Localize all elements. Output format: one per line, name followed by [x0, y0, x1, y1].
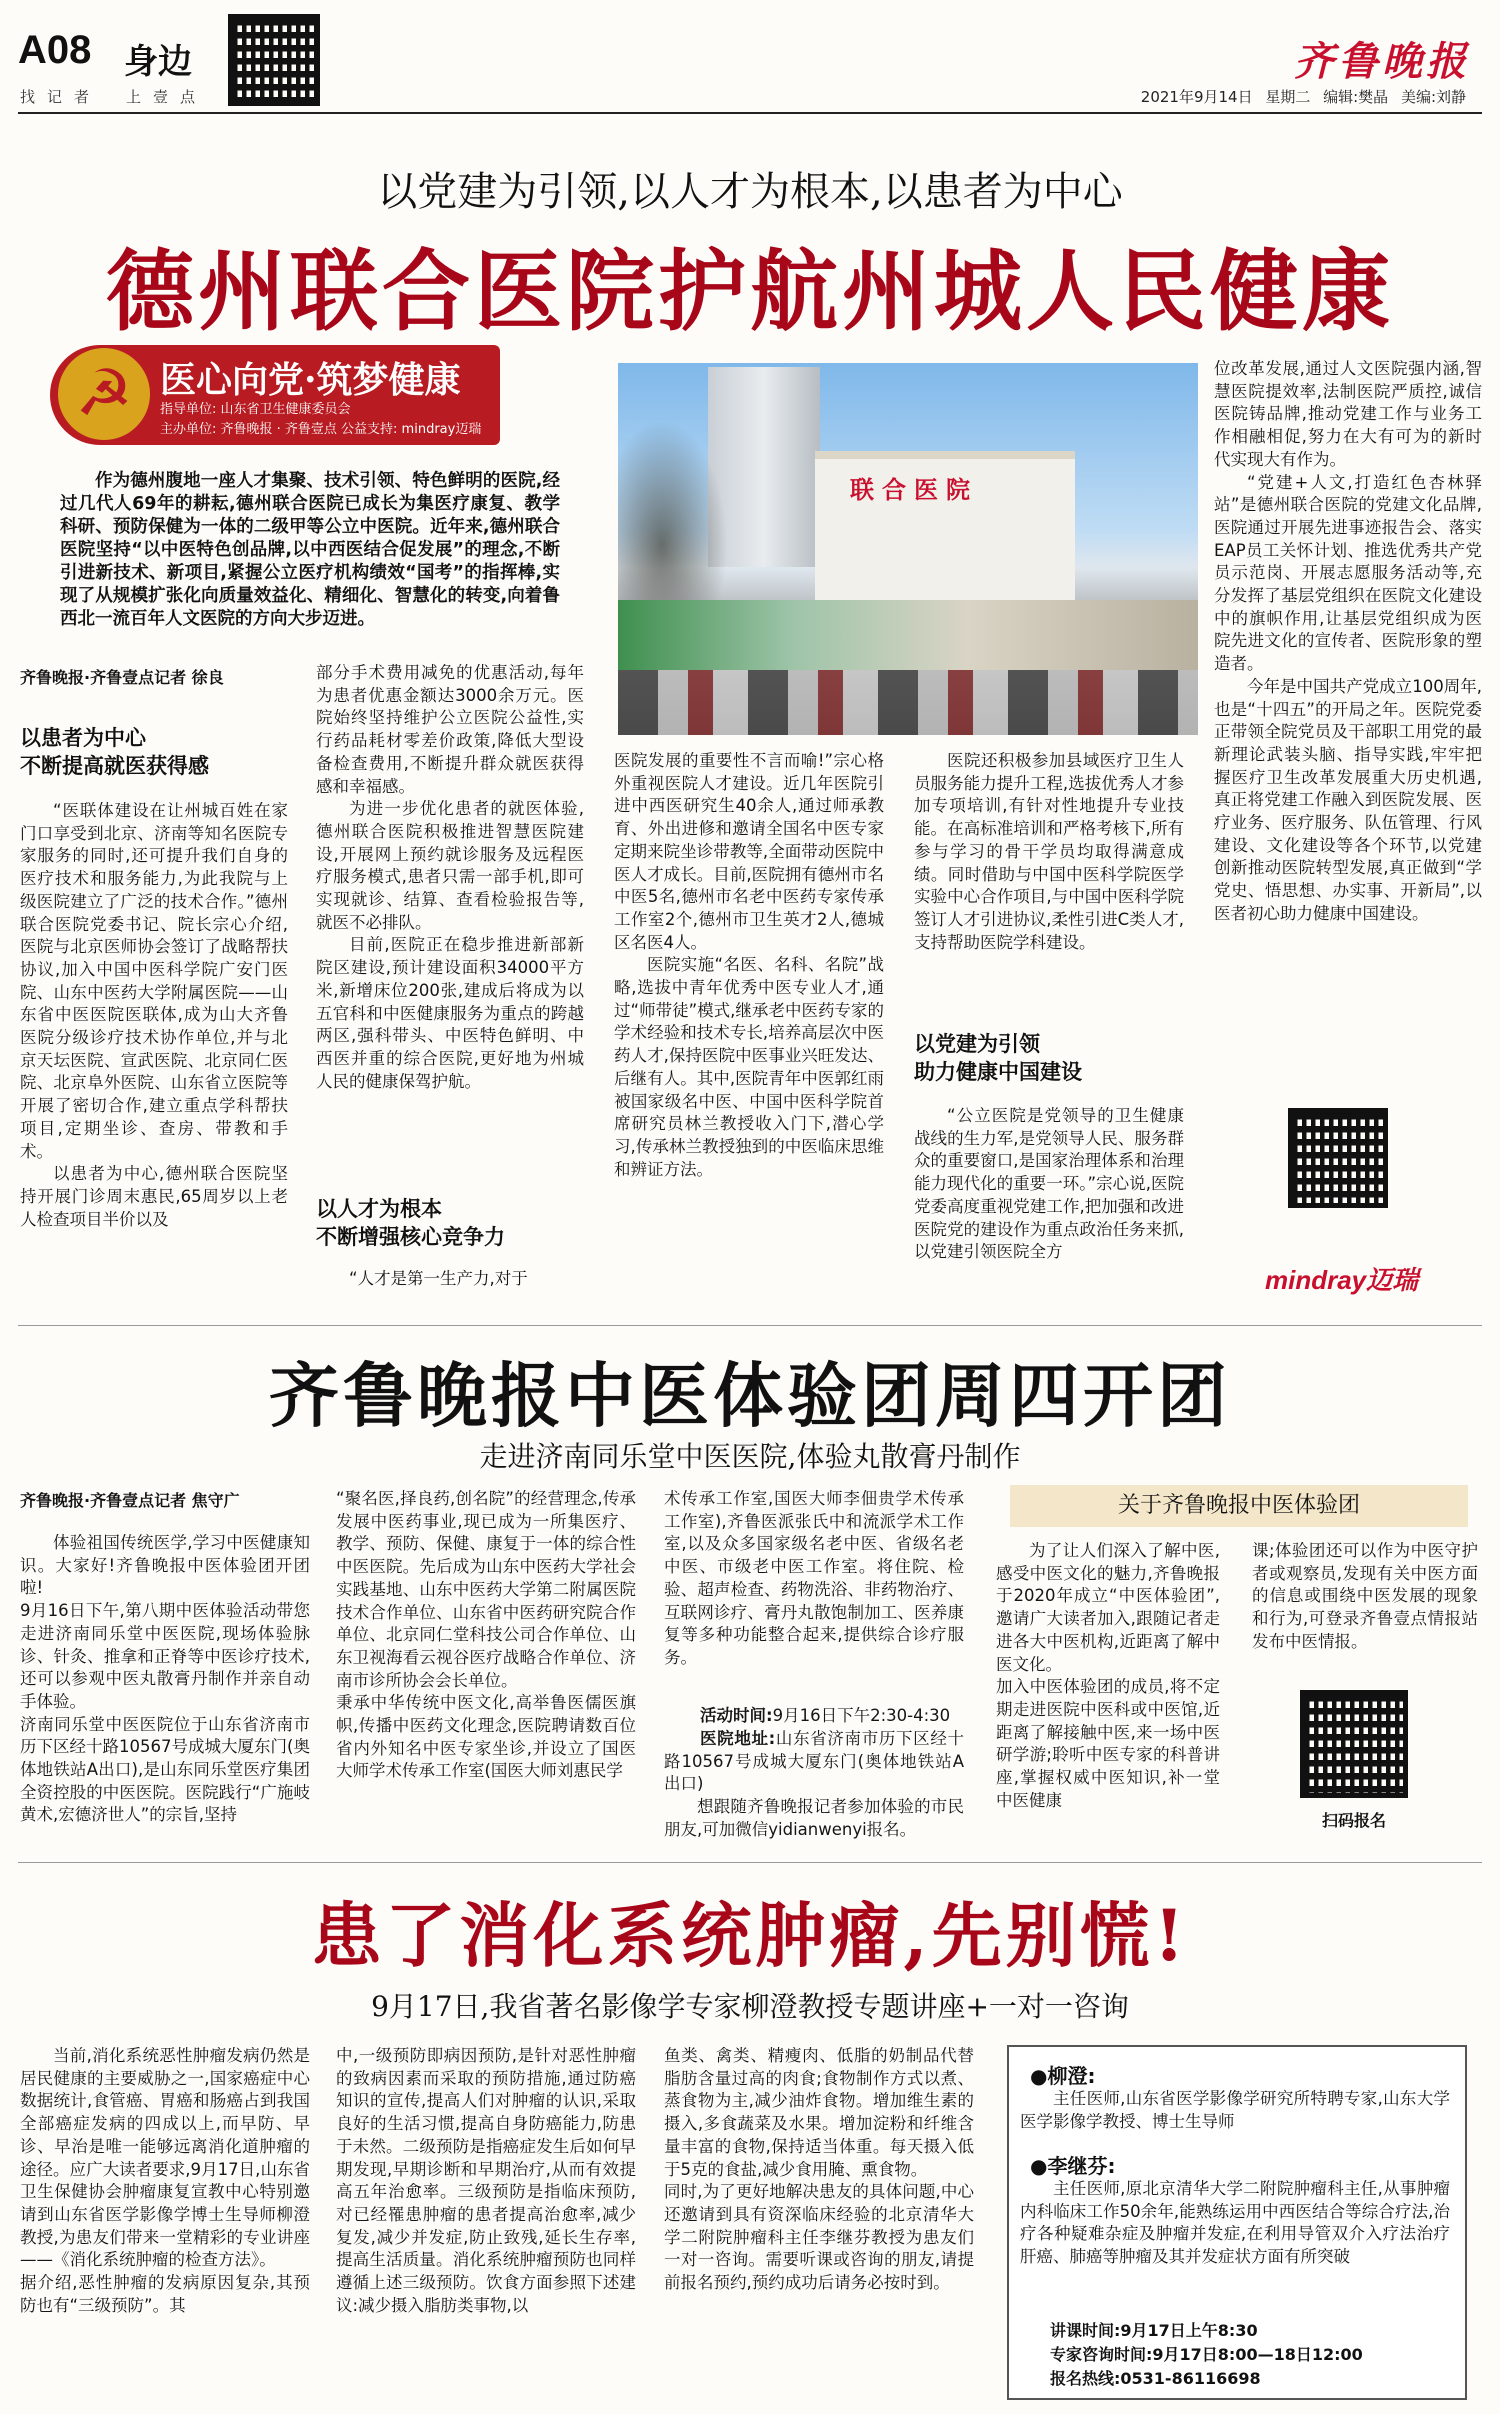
paragraph: 医院发展的重要性不言而喻!”宗心格外重视医院人才建设。近几年医院引进中西医研究生40余人,通过师承教育、外出进修和邀请全国名中医专家定期来院坐诊带教等,全面带动医院中医人才成长。目前,医院拥有德州市名中医5名,德州市名老中医药专家传承工作室2个,德州市卫生英才2人,德城区名医4人。 [614, 751, 884, 952]
masthead-rule [18, 112, 1482, 114]
article1-lead: 作为德州腹地一座人才集聚、技术引领、特色鲜明的医院,经过几代人69年的耕耘,德州联合医院已成长为集医疗康复、教学科研、预防保健为一体的二级甲等公立中医院。近年来,德州联合医院坚持“以中医特色创品牌,以中西医结合促发展”的理念,不断引进新技术、新项目,紧握公立医疗机构绩效“国考”的指挥棒,实现了从规模扩张化向质量效益化、精细化、智慧化的转变,向着鲁西北一流百年人文医院的方向大步迈进。 [60, 471, 560, 629]
dateline: 2021年9月14日 星期二 编辑:樊晶 美编:刘静 [1140, 88, 1466, 106]
experience-group-column-1: 为了让人们深入了解中医,感受中医文化的魅力,齐鲁晚报于2020年成立“中医体验团”,邀请广大读者加入,跟随记者走进各大中医机构,近距离了解中医文化。 加入中医体验团的成员,将不定期走进医院中医科或中医馆,近距离了解接触中医,来一场中医研学游;聆听中医专家的科普讲座,掌握权威中医知识,补一堂中医健康 [996, 1541, 1220, 1810]
paragraph: 医院实施“名医、名科、名院”战略,选拔中青年优秀中医专业人才,通过“师带徒”模式,继承老中医药专家的学术经验和技术专长,培养高层次中医药人才,保持医院中医事业兴旺发达、后继有人。其中,医院青年中医郭红雨被国家级名中医、中国中医科学院首席研究员林兰教授收入门下,潜心学习,传承林兰教授独到的中医临床思维和辨证方法。 [614, 955, 884, 1179]
article1-column-2-tail [316, 1268, 584, 1291]
signup-qr-code[interactable] [1300, 1690, 1408, 1798]
article2-signup-note: 想跟随齐鲁晚报记者参加体验的市民朋友,可加微信yidianwenyi报名。 [664, 1797, 964, 1839]
event-time [700, 1705, 980, 1728]
paragraph: “医联体建设在让州城百姓在家门口享受到北京、济南等知名医院专家服务的同时,还可提升我们自身的医疗技术和服务能力,为此我院与上级医院建立了广泛的技术合作。”德州联合医院党委书记、院长宗心介绍,医院与北京医师协会签订了战略帮扶协议,加入中国中医科学院广安门医院、山东中医药大学附属医院——山东省中医医院医联体,成为山大齐鲁医院分级诊疗技术协作单位,并与北京天坛医院、宣武医院、北京同仁医院、北京阜外医院、山东省立医院等开展了密切合作,建立重点学科帮扶项目,定期坐诊、查房、带教和手术。 [20, 801, 288, 1161]
experience-group-column-2: 课;体验团还可以作为中医守护者或观察员,发现有关中医方面的信息或围绕中医发展的现象和行为,可登录齐鲁壹点情报站发布中医情报。 [1252, 1541, 1478, 1651]
paragraph: “党建+人文,打造红色杏林驿站”是德州联合医院的党建文化品牌,医院通过开展先进事迹报告会、落实EAP员工关怀计划、推选优秀共产党员示范岗、开展志愿服务活动等,充分发挥了基层党组织在医院文化建设中的旗帜作用,让基层党组织成为医院先进文化的宣传者、医院形象的塑造者。 [1214, 472, 1482, 674]
article3-kicker: 9月17日,我省著名影像学专家柳澄教授专题讲座+一对一咨询 [371, 1990, 1129, 2023]
article2-column-1: 体验祖国传统医学,学习中医健康知识。大家好!齐鲁晚报中医体验团开团啦! 9月16日下午,第八期中医体验活动带您走进济南同乐堂中医医院,现场体验脉诊、针灸、推拿和正脊等中医诊疗技术,还可以参观中医丸散膏丹制作并亲自动手体验。 济南同乐堂中医医院位于山东省济南市历下区经十路10567号成城大厦东门(奥体地铁站A出口),是山东同乐堂医疗集团全资控股的中医医院。医院践行“广施岐黄术,宏德济世人”的宗旨,坚持 [20, 1533, 310, 1825]
paragraph: 医院还积极参加县域医疗卫生人员服务能力提升工程,选拔优秀人才参加专项培训,有针对性地提升专业技能。在高标准培训和严格考核下,所有参与学习的骨干学员均取得满意成绩。同时借助与中国中医科学院医学实验中心合作项目,与中国中医科学院签订人才引进协议,柔性引进C类人才,支持帮助医院学科建设。 [914, 751, 1184, 952]
party-emblem-icon: ☭ [58, 348, 150, 440]
banner-host-line: 主办单位: 齐鲁晚报 · 齐鲁壹点 公益支持: mindray迈瑞 [160, 422, 482, 437]
paragraph: 位改革发展,通过人文医院强内涵,智慧医院提效率,法制医院严质控,诚信医院铸品牌,推动党建工作与业务工作相融相促,努力在大有可为的新时代实现大有作为。 [1214, 359, 1482, 469]
slogan-right: 上壹点 [126, 88, 208, 106]
paragraph: 今年是中国共产党成立100周年,也是“十四五”的开局之年。医院党委正带领全院党员及干部职工用党的最新理论武装头脑、指导实践,牢牢把握医疗卫生改革发展重大历史机遇,真正将党建工作融入到医院发展、医疗业务、医疗服务、队伍管理、行风建设、文化建设等各个环节,以党建创新推动医院转型发展,真正做到“学党史、悟思想、办实事、开新局”,以医者初心助力健康中国建设。 [1214, 676, 1482, 923]
expert2-name: ●李继芬: [1030, 2154, 1116, 2178]
article1-column-2 [316, 662, 584, 1093]
banner-guide-line: 指导单位: 山东省卫生健康委员会 [160, 402, 351, 417]
article2-column-2: “聚名医,择良药,创名院”的经营理念,传承发展中医药事业,现已成为一所集医疗、教学、预防、保健、康复于一体的综合性中医医院。先后成为山东中医药大学社会实践基地、山东中医药大学第二附属医院技术合作单位、山东省中医药研究院合作单位、北京同仁堂科技公司合作单位、山东卫视海看云视谷医疗战略合作单位、济南市诊所协会会长单位。 秉承中华传统中医文化,高举鲁医儒医旗帜,传播中医药文化理念,医院聘请数百位省内外知名中医专家坐诊,并设立了国医大师学术传承工作室(国医大师刘惠民学 [336, 1489, 636, 1781]
masthead-qr-code[interactable] [228, 14, 320, 106]
consult-time: 专家咨询时间:9月17日8:00—18日12:00 [1050, 2345, 1363, 2364]
newspaper-logo: 齐鲁晚报 [1294, 38, 1470, 85]
paragraph: 以患者为中心,德州联合医院坚持开展门诊周末惠民,65周岁以上老人检查项目半价以及 [20, 1164, 288, 1229]
event-address-label: 医院地址: [700, 1729, 776, 1748]
paragraph: 目前,医院正在稳步推进新部新院区建设,预计建设面积34000平方米,新增床位200张,建成后将成为以五官科和中医健康服务为重点的跨越两区,强科带头、中医特色鲜明、中西医并重的综合医院,更好地为州城人民的健康保驾护航。 [316, 935, 584, 1091]
article1-subhead-2: 以人才为根本 不断增强核心竞争力 [316, 1197, 505, 1249]
section-name: 身边 [124, 42, 192, 82]
paragraph: 为进一步优化患者的就医体验,德州联合医院积极推进智慧医院建设,开展网上预约就诊服务及远程医疗服务模式,患者只需一部手机,即可实现就诊、结算、查看检验报告等,就医不必排队。 [316, 799, 584, 932]
experience-group-box-title: 关于齐鲁晚报中医体验团 [1010, 1485, 1468, 1527]
event-address [664, 1728, 964, 1796]
paragraph: 部分手术费用减免的优惠活动,每年为患者优惠金额达3000余万元。医院始终坚持维护公立医院公益性,实行药品耗材零差价政策,降低大型设备检查费用,不断提升群众就医获得感和幸福感。 [316, 663, 584, 796]
article1-column-4-tail [914, 1105, 1184, 1264]
paragraph: “人才是第一生产力,对于 [349, 1269, 528, 1288]
article2-kicker: 走进济南同乐堂中医医院,体验丸散膏丹制作 [479, 1440, 1021, 1473]
banner-title: 医心向党·筑梦健康 [160, 359, 461, 401]
article1-column-5 [1214, 358, 1482, 926]
event-time-value: 9月16日下午2:30-4:30 [772, 1706, 951, 1725]
event-address-value: 山东省济南市历下区经十路10567号成城大厦东门(奥体地铁站A出口) [664, 1729, 965, 1794]
article1-column-3 [614, 750, 884, 1181]
section-divider [18, 1325, 1482, 1326]
section-divider [18, 1862, 1482, 1863]
page-number: A08 [18, 28, 92, 72]
article1-column-4 [914, 750, 1184, 954]
qr-caption: 扫码报名 [1322, 1811, 1387, 1830]
lecture-time: 讲课时间:9月17日上午8:30 [1050, 2321, 1258, 2340]
article1-subhead-1: 以患者为中心 不断提高就医获得感 [20, 726, 209, 778]
article1-kicker: 以党建为引领,以人才为根本,以患者为中心 [377, 169, 1123, 215]
expert1-name: ●柳澄: [1030, 2064, 1096, 2088]
signup-hotline: 报名热线:0531-86116698 [1050, 2369, 1261, 2388]
article3-column-2: 中,一级预防即病因预防,是针对恶性肿瘤的致病因素而采取的预防措施,通过防癌知识的宣传,提高人们对肿瘤的认识,采取良好的生活习惯,提高自身防癌能力,防患于未然。二级预防是指癌症发生后如何早期发现,早期诊断和早期治疗,从而有效提高五年治愈率。三级预防是指临床预防,对已经罹患肿瘤的患者提高治愈率,减少复发,减少并发症,防止致残,延长生存率,提高生活质量。消化系统肿瘤预防也同样遵循上述三级预防。饮食方面参照下述建议:减少摄入脂肪类事物,以 [336, 2046, 636, 2315]
article1-byline: 齐鲁晚报·齐鲁壹点记者 徐良 [20, 668, 224, 687]
article3-headline: 患了消化系统肿瘤,先别慌! [311, 1894, 1189, 1977]
street-shops [618, 600, 1198, 670]
event-time-label: 活动时间: [700, 1706, 773, 1725]
mindray-logo: mindray迈瑞 [1265, 1265, 1419, 1295]
article1-headline: 德州联合医院护航州城人民健康 [105, 239, 1394, 343]
article2-headline: 齐鲁晚报中医体验团周四开团 [269, 1354, 1231, 1437]
article3-column-3: 鱼类、禽类、精瘦肉、低脂的奶制品代替脂肪含量过高的肉食;食物制作方式以煮、蒸食物为主,减少油炸食物。增加维生素的摄入,多食蔬菜及水果。增加淀粉和纤维含量丰富的食物,保持适当体重。每天摄入低于5克的食盐,减少食用腌、熏食物。 同时,为了更好地解决患友的具体问题,中心还邀请到具有资深临床经验的北京清华大学二附院肿瘤科主任李继芬教授为患友们一对一咨询。需要听课或咨询的朋友,请提前报名预约,预约成功后请务必按时到。 [664, 2046, 974, 2293]
expert1-description: 主任医师,山东省医学影像学研究所特聘专家,山东大学医学影像学教授、博士生导师 [1020, 2089, 1450, 2131]
article3-column-1: 当前,消化系统恶性肿瘤发病仍然是居民健康的主要威胁之一,国家癌症中心数据统计,食管癌、胃癌和肠癌占到我国全部癌症发病的四成以上,而早防、早诊、早治是唯一能够远离消化道肿瘤的途径。应广大读者要求,9月17日,山东省卫生保健协会肿瘤康复宣教中心特别邀请到山东省医学影像学博士生导师柳澄教授,为患友们带来一堂精彩的专业讲座——《消化系统肿瘤的检查方法》。 据介绍,恶性肿瘤的发病原因复杂,其预防也有“三级预防”。其 [20, 2046, 310, 2315]
hospital-sign: 联合医院 [850, 475, 978, 504]
expert2-description: 主任医师,原北京清华大学二附院肿瘤科主任,从事肿瘤内科临床工作50余年,能熟练运用中西医结合等综合疗法,治疗各种疑难杂症及肿瘤并发症,在利用导管双介入疗法治疗肝癌、肺癌等肿瘤及其并发症状方面有所突破 [1020, 2179, 1450, 2267]
article1-column-1 [20, 800, 288, 1231]
article1-subhead-3: 以党建为引领 助力健康中国建设 [914, 1032, 1082, 1084]
paragraph: “公立医院是党领导的卫生健康战线的生力军,是党领导人民、服务群众的重要窗口,是国家治理体系和治理能力现代化的重要一环。”宗心说,医院党委高度重视党建工作,把加强和改进医院党的建设作为重点政治任务来抓,以党建引领医院全方 [914, 1106, 1184, 1262]
article2-column-3: 术传承工作室,国医大师李佃贵学术传承工作室),齐鲁医派张氏中和流派学术工作室,以及众多国家级名老中医、省级名老中医、市级老中医工作室。将住院、检验、超声检查、药物洗浴、非药物治疗、互联网诊疗、膏丹丸散饱制加工、医养康复等多种功能整合起来,提供综合诊疗服务。 [664, 1489, 964, 1667]
article2-byline: 齐鲁晚报·齐鲁壹点记者 焦守广 [20, 1491, 240, 1510]
sponsor-qr-code[interactable] [1288, 1108, 1388, 1208]
slogan-left: 找记者 [20, 88, 102, 106]
parked-cars [618, 670, 1198, 735]
